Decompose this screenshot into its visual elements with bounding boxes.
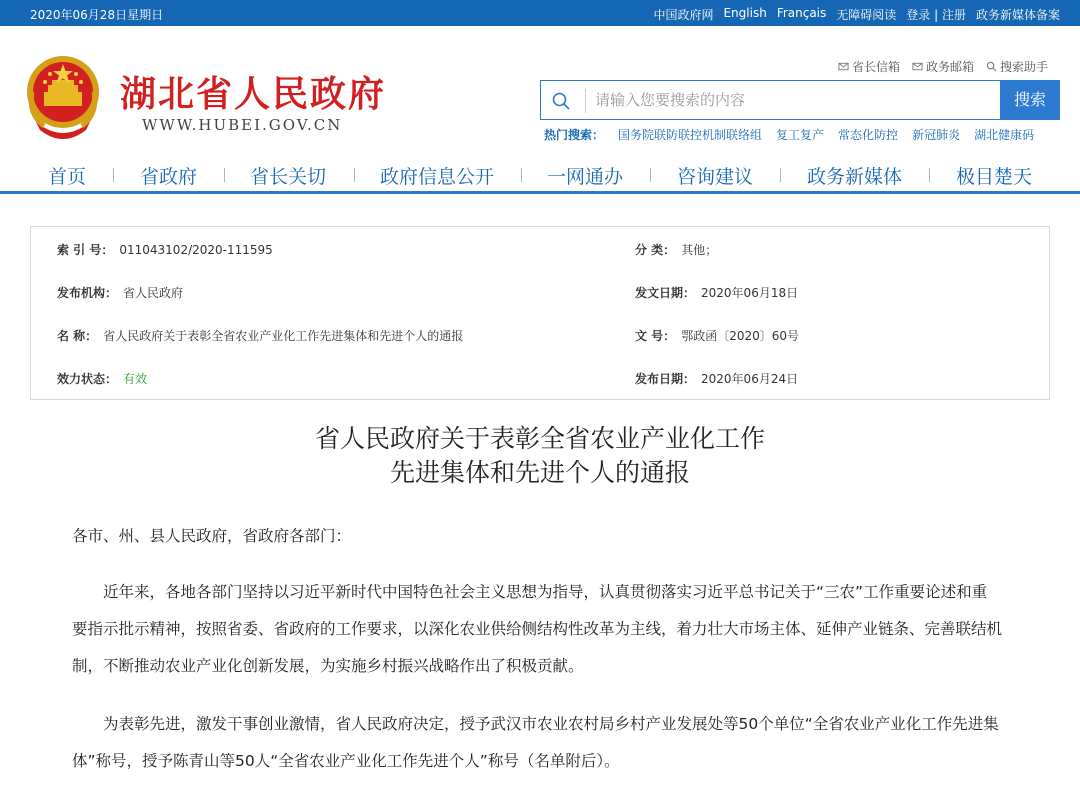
- meta-doc-no: [635, 327, 799, 345]
- search-input[interactable]: [595, 87, 985, 113]
- meta-index-label: 索 引 号：: [57, 243, 114, 257]
- document-paragraph: 为表彰先进，激发干事创业激情，省人民政府决定，授予武汉市农业农村局乡村产业发展处等50个单位“全省农业产业化工作先进集体”称号，授予陈青山等50人“全省农业产业化工作先进个人”称号（名单附后）。: [72, 715, 999, 770]
- document-paragraph: 近年来，各地各部门坚持以习近平新时代中国特色社会主义思想为指导，认真贯彻落实习近平总书记关于“三农”工作重要论述和重要指示批示精神，按照省委、省政府的工作要求，以深化农业供给侧结构性改革为主线，着力壮大市场主体、延伸产业链条、完善联结机制，不断推动农业产业化创新发展，为实施乡村振兴战略作出了积极贡献。: [72, 583, 1003, 675]
- meta-name: [57, 327, 463, 345]
- link-accessibility[interactable]: 无障碍阅读: [836, 8, 897, 22]
- nav-separator: [354, 168, 355, 182]
- governor-mailbox-label: 省长信箱: [852, 60, 901, 74]
- search-box: [540, 80, 1060, 120]
- search-icon: [551, 91, 571, 111]
- meta-doc-date-value: 2020年06月18日: [701, 286, 799, 300]
- current-date: 2020年06月28日星期日: [30, 8, 164, 22]
- nav-one-stop-service[interactable]: 一网通办: [547, 166, 624, 188]
- document-salutation: 各市、州、县人民政府，省政府各部门：: [72, 527, 352, 545]
- meta-status-value: 有效: [123, 372, 148, 386]
- nav-governor-concerns[interactable]: 省长关切: [250, 166, 327, 188]
- nav-provincial-gov[interactable]: 省政府: [140, 166, 198, 188]
- header-tools: [838, 58, 1048, 75]
- nav-separator: [780, 168, 781, 182]
- meta-index-value: 011043102/2020-111595: [119, 243, 273, 257]
- link-francais[interactable]: Français: [776, 6, 827, 20]
- link-gov-cn[interactable]: 中国政府网: [653, 8, 714, 22]
- hot-search-item[interactable]: 国务院联防联控机制联络组: [618, 128, 763, 142]
- meta-name-value: 省人民政府关于表彰全省农业产业化工作先进集体和先进个人的通报: [103, 329, 464, 343]
- meta-category-value: 其他；: [681, 243, 718, 257]
- hot-search-item[interactable]: 湖北健康码: [974, 128, 1035, 142]
- hot-searches: [544, 126, 1034, 143]
- meta-doc-date: [635, 284, 798, 302]
- nav-consultation[interactable]: 咨询建议: [677, 166, 754, 188]
- nav-new-media[interactable]: 政务新媒体: [807, 166, 903, 188]
- hot-searches-label: 热门搜索：: [544, 128, 605, 142]
- meta-doc-date-label: 发文日期：: [635, 286, 696, 300]
- meta-publish-date-label: 发布日期：: [635, 372, 696, 386]
- meta-org-value: 省人民政府: [123, 286, 184, 300]
- search-assistant-link[interactable]: [986, 58, 1048, 75]
- main-content: [20, 208, 1060, 797]
- meta-status-label: 效力状态：: [57, 372, 118, 386]
- link-new-media-record[interactable]: 政务新媒体备案: [975, 8, 1060, 22]
- gov-email-label: 政务邮箱: [926, 60, 975, 74]
- meta-publish-date: [635, 370, 798, 388]
- nav-separator: [224, 168, 225, 182]
- hot-search-item[interactable]: 新冠肺炎: [912, 128, 961, 142]
- nav-separator: [929, 168, 930, 182]
- magnifier-icon: [986, 61, 997, 72]
- nav-info-disclosure[interactable]: 政府信息公开: [380, 166, 495, 188]
- meta-publish-date-value: 2020年06月24日: [701, 372, 799, 386]
- national-emblem-icon[interactable]: [22, 52, 104, 142]
- nav-separator: [650, 168, 651, 182]
- document-metadata: [30, 226, 1050, 400]
- mail-icon: [838, 61, 849, 72]
- site-title[interactable]: 湖北省人民政府: [120, 73, 387, 115]
- nav-separator: [521, 168, 522, 182]
- main-nav: [0, 156, 1080, 194]
- meta-category: [635, 241, 717, 259]
- gov-email-link[interactable]: [912, 58, 974, 75]
- site-url: WWW.HUBEI.GOV.CN: [142, 116, 343, 134]
- meta-doc-no-label: 文 号：: [635, 329, 676, 343]
- meta-status: [57, 370, 147, 388]
- meta-org-label: 发布机构：: [57, 286, 118, 300]
- document-title: [20, 422, 1060, 490]
- nav-jimu-chutian[interactable]: 极目楚天: [956, 166, 1033, 188]
- search-divider: [585, 89, 586, 113]
- site-header: [0, 26, 1080, 156]
- top-bar: [0, 0, 1080, 26]
- document-title-line1: 省人民政府关于表彰全省农业产业化工作: [314, 424, 765, 453]
- search-assistant-label: 搜索助手: [1000, 60, 1049, 74]
- meta-org: [57, 284, 183, 302]
- document-title-line2: 先进集体和先进个人的通报: [389, 458, 690, 487]
- meta-name-label: 名 称：: [57, 329, 98, 343]
- meta-category-label: 分 类：: [635, 243, 676, 257]
- nav-home[interactable]: 首页: [48, 166, 87, 188]
- search-button[interactable]: 搜索: [1000, 80, 1060, 120]
- nav-separator: [113, 168, 114, 182]
- hot-search-item[interactable]: 复工复产: [776, 128, 825, 142]
- link-login-register[interactable]: 登录 | 注册: [906, 8, 966, 22]
- link-english[interactable]: English: [723, 6, 767, 20]
- hot-search-item[interactable]: 常态化防控: [838, 128, 899, 142]
- top-links: [653, 6, 1060, 23]
- governor-mailbox-link[interactable]: [838, 58, 900, 75]
- envelope-icon: [912, 61, 923, 72]
- meta-index: [57, 241, 273, 259]
- meta-doc-no-value: 鄂政函〔2020〕60号: [681, 329, 799, 343]
